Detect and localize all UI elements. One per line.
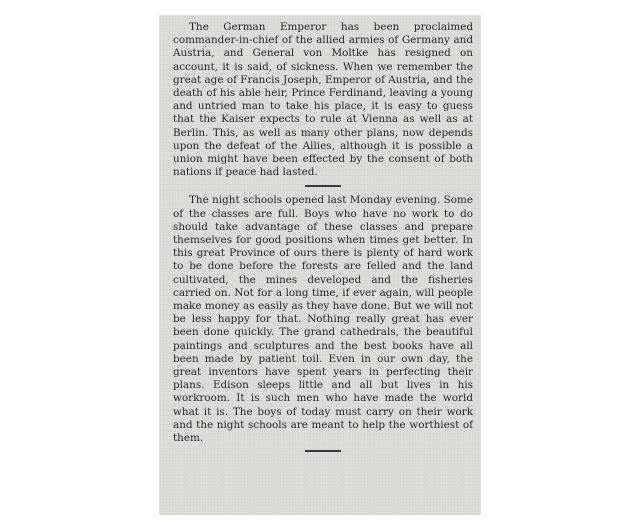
section-divider	[305, 185, 341, 187]
newspaper-clipping	[159, 15, 481, 515]
end-divider	[305, 450, 341, 452]
article-paragraph-emperor: The German Emperor has been proclaimed commander-in-chief of the allied armies of Germany and Austria, and General von Moltke has resigned on account, it is said, of sickness. When we remember the great age of Francis Joseph, Emperor of Austria, and the death of his able heir, Prince Ferdinand, leaving a young and untried man to take his place, it is easy to guess that the Kaiser expects to rule at Vienna as well as at Berlin. This, as well as many other plans, now depends upon the defeat of the Allies, although it is possible a union might have been effected by the consent of both nations if peace had lasted.	[173, 21, 473, 179]
article-paragraph-night-schools: The night schools opened last Monday evening. Some of the classes are full. Boys who have no work to do should take advantage of these classes and prepare themselves for good positions when times get better. In this great Province of ours there is plenty of hard work to be done before the forests are felled and the land cultivated, the mines developed and the fisheries carried on. Not for a long time, if ever again, will people make money as easily as they have done. But we will not be less happy for that. Nothing really great has ever been done quickly. The grand cathedrals, the beautiful paintings and sculptures and the best books have all been made by patient toil. Even in our own day, the great inventors have spent years in perfecting their plans. Edison sleeps little and all but lives in his workroom. It is such men who have made the world what it is. The boys of today must carry on their work and the night schools are meant to help the worthiest of them.	[173, 194, 473, 445]
